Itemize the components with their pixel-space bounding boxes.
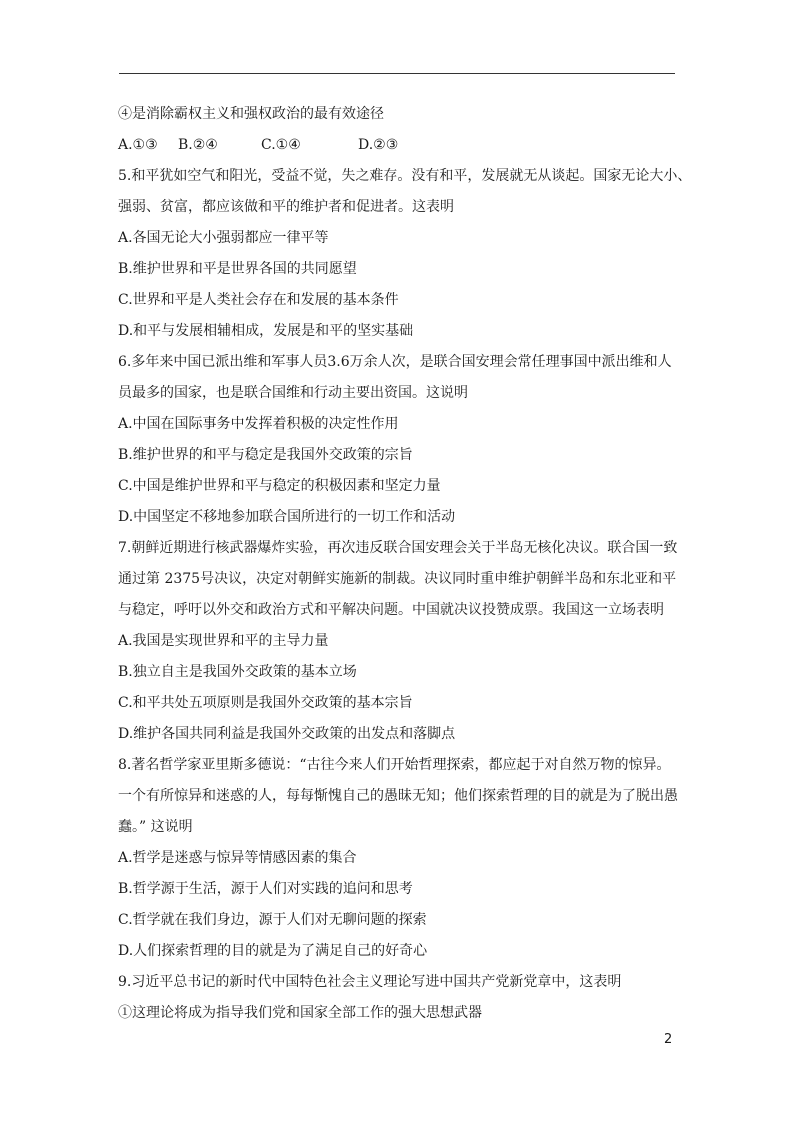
- option-line: B.维护世界的和平与稳定是我国外交政策的宗旨: [118, 447, 413, 463]
- question-7-text: 与稳定，呼吁以外交和政治方式和平解决问题。中国就决议投赞成票。我国这一立场表明: [118, 602, 664, 618]
- question-6-text: 6.多年来中国已派出维和军事人员3.6万余人次，是联合国安理会常任理事国中派出维和人: [118, 354, 672, 370]
- option-line: A.我国是实现世界和平的主导力量: [118, 633, 329, 649]
- option-line: A.中国在国际事务中发挥着积极的决定性作用: [118, 416, 399, 432]
- option-line: C.世界和平是人类社会存在和发展的基本条件: [118, 292, 399, 308]
- option-c: C.①④: [261, 137, 301, 153]
- option-line: D.中国坚定不移地参加联合国所进行的一切工作和活动: [118, 509, 456, 525]
- options-row: [118, 132, 680, 163]
- option-line: B.独立自主是我国外交政策的基本立场: [118, 664, 357, 680]
- option-line: D.人们探索哲理的目的就是为了满足自己的好奇心: [118, 943, 428, 959]
- question-9-text: 9.习近平总书记的新时代中国特色社会主义理论写进中国共产党新党章中，这表明: [118, 974, 622, 990]
- question-5-text: 强弱、贫富，都应该做和平的维护者和促进者。这表明: [118, 199, 454, 215]
- option-line: C.哲学就在我们身边，源于人们对无聊问题的探索: [118, 912, 427, 928]
- option-a: A.①③: [118, 137, 158, 153]
- option-line: D.维护各国共同利益是我国外交政策的出发点和落脚点: [118, 726, 456, 742]
- document-body: [118, 101, 692, 1031]
- question-8-text: 一个有所惊异和迷惑的人，每每惭愧自己的愚昧无知；他们探索哲理的目的就是为了脱出愚: [118, 788, 678, 804]
- option-d: D.②③: [358, 137, 399, 153]
- option-line: A.各国无论大小强弱都应一律平等: [118, 230, 329, 246]
- option-b: B.②④: [178, 137, 218, 153]
- header-rule: [119, 73, 675, 74]
- option-line: B.哲学源于生活，源于人们对实践的追问和思考: [118, 881, 413, 897]
- option-line: D.和平与发展相辅相成，发展是和平的坚实基础: [118, 323, 414, 339]
- option-line: B.维护世界和平是世界各国的共同愿望: [118, 261, 357, 277]
- option-line: A.哲学是迷惑与惊异等情感因素的集合: [118, 850, 357, 866]
- text-line: ④是消除霸权主义和强权政治的最有效途径: [118, 106, 384, 122]
- question-5-text: 5.和平犹如空气和阳光，受益不觉，失之难存。没有和平，发展就无从谈起。国家无论大小、: [118, 168, 692, 184]
- page-number: 2: [664, 1032, 673, 1047]
- question-8-text: 8.著名哲学家亚里斯多德说：“古往今来人们开始哲理探索，都应起于对自然万物的惊异。: [118, 757, 671, 773]
- question-6-text: 员最多的国家，也是联合国维和行动主要出资国。这说明: [118, 385, 468, 401]
- statement-line: ①这理论将成为指导我们党和国家全部工作的强大思想武器: [118, 1005, 482, 1021]
- question-7-text: 通过第 2375号决议，决定对朝鲜实施新的制裁。决议同时重申维护朝鲜半岛和东北亚和平: [118, 571, 677, 587]
- question-7-text: 7.朝鲜近期进行核武器爆炸实验，再次违反联合国安理会关于半岛无核化决议。联合国一致: [118, 540, 678, 556]
- question-8-text: 蠢。” 这说明: [118, 819, 193, 835]
- option-line: C.和平共处五项原则是我国外交政策的基本宗旨: [118, 695, 413, 711]
- option-line: C.中国是维护世界和平与稳定的积极因素和坚定力量: [118, 478, 441, 494]
